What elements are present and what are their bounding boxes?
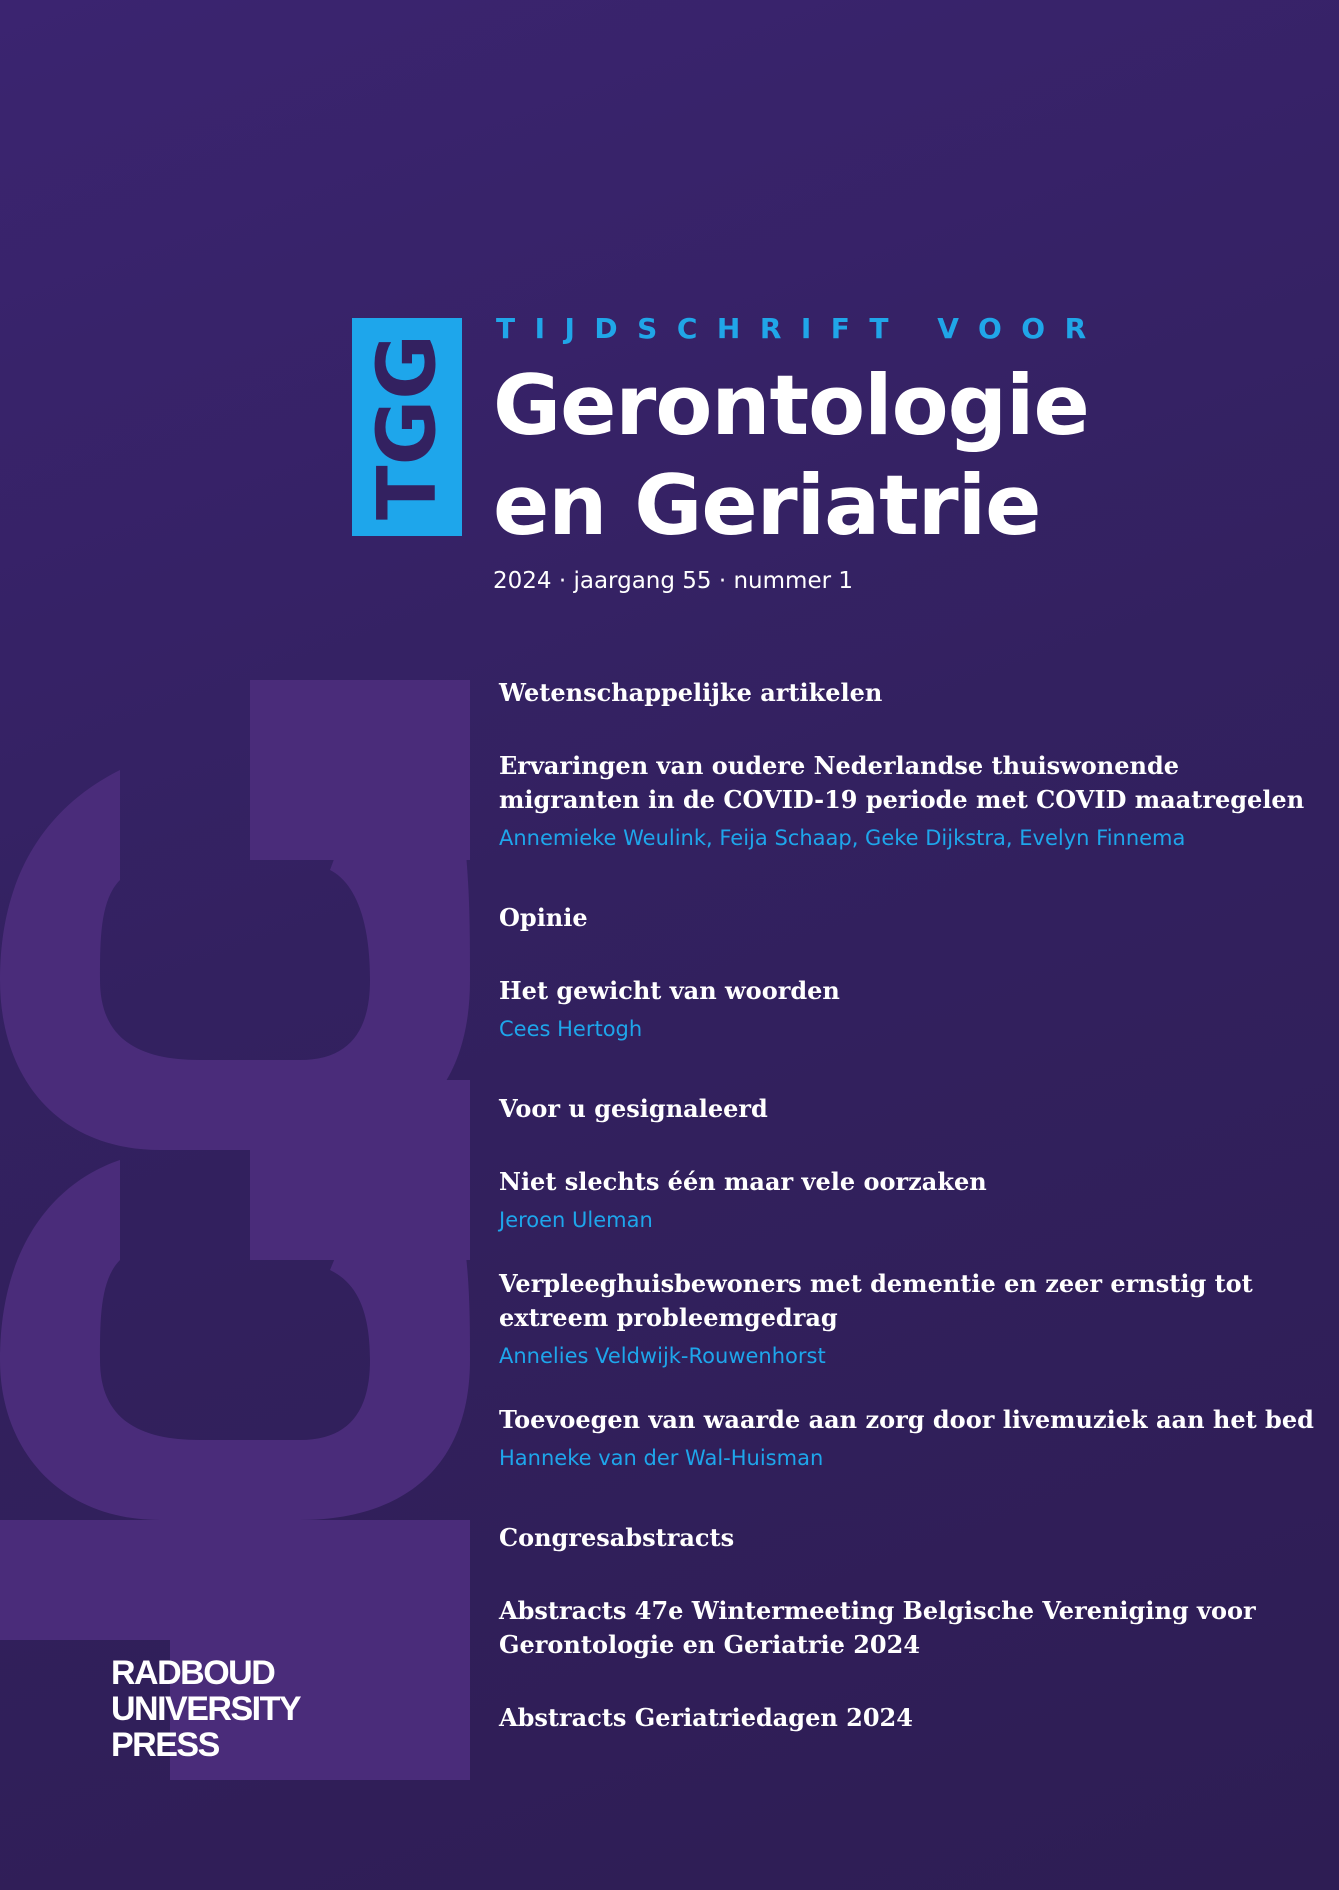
tgg-logo-icon (352, 318, 462, 536)
article-authors: Hanneke van der Wal-Huisman (499, 1446, 824, 1470)
publisher-line: RADBOUD (111, 1654, 275, 1692)
article-title-line: Niet slechts één maar vele oorzaken (499, 1167, 987, 1196)
journal-title (493, 356, 1293, 556)
article-title[interactable] (499, 1701, 1319, 1735)
article-title[interactable] (499, 1267, 1319, 1335)
article-title-line: Abstracts Geriatriedagen 2024 (499, 1703, 913, 1732)
journal-kicker: TIJDSCHRIFT VOOR (496, 312, 1106, 345)
article-title[interactable] (499, 974, 1319, 1008)
article-title-line: Ervaringen van oudere Nederlandse thuiswonende (499, 751, 1180, 780)
publisher-line: PRESS (111, 1726, 219, 1764)
article-title-line: Het gewicht van woorden (499, 976, 840, 1005)
journal-title-line2: en Geriatrie (493, 457, 1041, 554)
article-title-line: Toevoegen van waarde aan zorg door livemuziek aan het bed (499, 1405, 1314, 1434)
section-heading: Opinie (499, 903, 588, 932)
publisher-line: UNIVERSITY (111, 1690, 301, 1728)
article-title-line: Verpleeghuisbewoners met dementie en zeer ernstig tot (499, 1269, 1253, 1298)
article-title-line: extreem probleemgedrag (499, 1303, 838, 1332)
publisher-logo (111, 1655, 300, 1763)
article-authors: Jeroen Uleman (499, 1208, 653, 1232)
section-heading: Voor u gesignaleerd (499, 1094, 768, 1123)
article-title[interactable] (499, 1403, 1319, 1437)
issue-info: 2024 · jaargang 55 · nummer 1 (493, 568, 853, 594)
article-title[interactable] (499, 1594, 1319, 1662)
section-heading: Congresabstracts (499, 1523, 735, 1552)
article-title-line: migranten in de COVID-19 periode met COVID maatregelen (499, 785, 1305, 814)
monogram-g-upper (0, 680, 470, 1150)
logo-monogram-text: TGG (360, 334, 454, 520)
article-authors: Annelies Veldwijk-Rouwenhorst (499, 1344, 826, 1368)
background-monogram (0, 680, 480, 1780)
section-heading: Wetenschappelijke artikelen (499, 678, 883, 707)
journal-title-line1: Gerontologie (493, 357, 1089, 454)
article-authors: Annemieke Weulink, Feija Schaap, Geke Dijkstra, Evelyn Finnema (499, 826, 1186, 850)
monogram-t-bar (0, 1520, 470, 1640)
article-title-line: Gerontologie en Geriatrie 2024 (499, 1630, 921, 1659)
article-title[interactable] (499, 749, 1319, 817)
article-title-line: Abstracts 47e Wintermeeting Belgische Vereniging voor (499, 1596, 1256, 1625)
article-title[interactable] (499, 1165, 1319, 1199)
article-authors: Cees Hertogh (499, 1017, 643, 1041)
